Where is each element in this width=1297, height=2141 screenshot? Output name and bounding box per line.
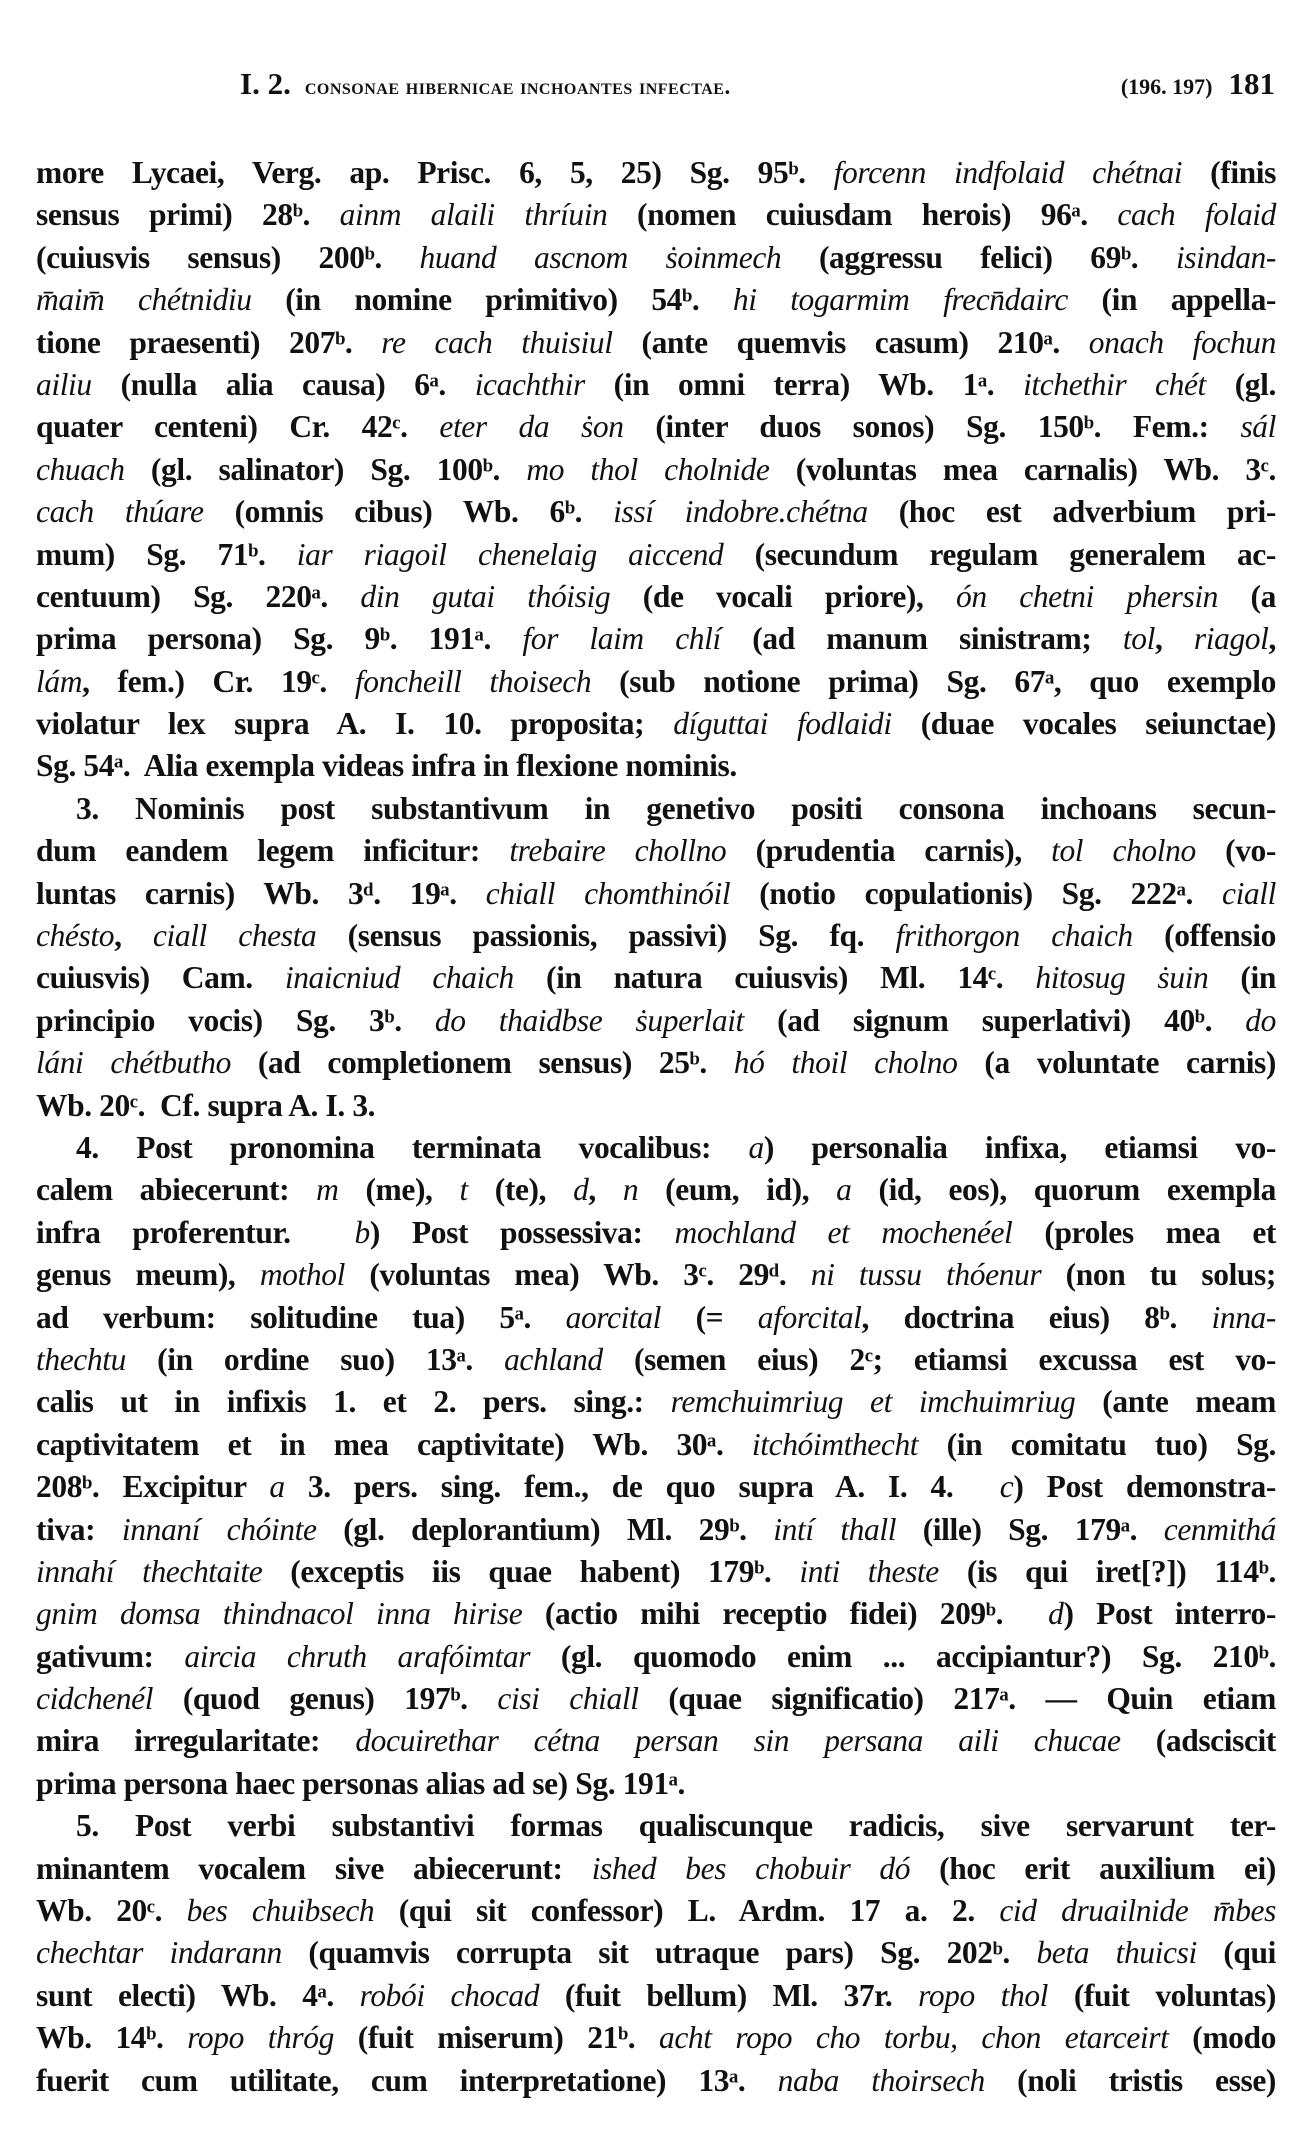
latin-text: cuiusvis) Cam. bbox=[36, 960, 285, 996]
irish-gloss: bes chuibsech bbox=[186, 1893, 375, 1929]
latin-text: (in appella- bbox=[1067, 282, 1277, 318]
latin-text: luntas carnis) Wb. 3ᵈ. 19ᵃ. bbox=[36, 875, 486, 911]
latin-text: (prudentia carnis), bbox=[726, 833, 1052, 869]
irish-gloss: chiall chomthinóil bbox=[485, 875, 731, 911]
latin-text: (semen eius) 2ᶜ; etiamsi excussa est vo- bbox=[602, 1341, 1276, 1377]
irish-gloss: huand ascnom ṡoinmech bbox=[419, 239, 782, 275]
irish-gloss: c bbox=[999, 1469, 1014, 1505]
irish-gloss: ailiu bbox=[36, 366, 92, 402]
irish-gloss: trebaire chollno bbox=[509, 833, 727, 869]
text-line bbox=[36, 1169, 1276, 1211]
latin-text: , bbox=[1268, 621, 1276, 657]
irish-gloss: docuirethar cétna persan sin persana aili chucae bbox=[355, 1723, 1121, 1759]
latin-text: (ante meam bbox=[1075, 1384, 1276, 1420]
latin-text: (voluntas mea carnalis) Wb. 3ᶜ. bbox=[769, 451, 1276, 487]
latin-text: (gl. deplorantium) Ml. 29ᵇ. bbox=[316, 1511, 774, 1547]
latin-text: (nulla alia causa) 6ᵃ. bbox=[91, 366, 475, 402]
irish-gloss: hó thoil cholno bbox=[733, 1045, 958, 1081]
latin-text: , fem.) Cr. 19ᶜ. bbox=[82, 663, 355, 699]
latin-text: mira irregularitate: bbox=[36, 1723, 356, 1759]
latin-text: (te), bbox=[467, 1172, 574, 1208]
latin-text: Wb. 20ᶜ. bbox=[36, 1893, 187, 1929]
latin-text: 208ᵇ. Excipitur bbox=[36, 1469, 270, 1505]
latin-text: (de vocali priore), bbox=[610, 578, 957, 614]
text-line bbox=[36, 873, 1276, 915]
latin-text: (sensus passionis, passivi) Sg. fq. bbox=[316, 918, 896, 954]
latin-text: quater centeni) Cr. 42ᶜ. bbox=[36, 409, 440, 445]
irish-gloss: tol bbox=[1122, 621, 1155, 657]
text-line bbox=[36, 1678, 1276, 1720]
latin-text: 3. Nominis post substantivum in genetivo positi consona inchoans secun- bbox=[76, 790, 1276, 826]
irish-gloss: hi togarmim frecn̄dairc bbox=[732, 282, 1068, 318]
latin-text: (sub notione prima) Sg. 67ᵃ, quo exemplo bbox=[591, 663, 1276, 699]
latin-text: infra proferentur. bbox=[36, 1214, 355, 1250]
irish-gloss: acht ropo cho torbu, chon etarceirt bbox=[658, 2020, 1169, 2056]
irish-gloss: foncheill thoisech bbox=[354, 663, 592, 699]
section-title: consonae hibernicae inchoantes infectae. bbox=[304, 74, 731, 99]
irish-gloss: chésto bbox=[36, 918, 115, 954]
latin-text: (gl. quomodo enim ... accipiantur?) Sg. 210ᵇ. bbox=[530, 1638, 1276, 1674]
irish-gloss: inna- bbox=[1211, 1299, 1276, 1335]
irish-gloss: a bbox=[748, 1129, 764, 1165]
latin-text: (ad manum sinistram; bbox=[720, 621, 1123, 657]
text-line bbox=[36, 618, 1276, 660]
latin-text: (actio mihi receptio fidei) 209ᵇ. bbox=[522, 1596, 1049, 1632]
latin-text: genus meum), bbox=[36, 1257, 260, 1293]
irish-gloss: achland bbox=[504, 1341, 603, 1377]
latin-text: (eum, id), bbox=[638, 1172, 837, 1208]
irish-gloss: ni tussu thóenur bbox=[810, 1257, 1042, 1293]
text-line bbox=[36, 152, 1276, 194]
latin-text: (hoc erit auxilium ei) bbox=[910, 1850, 1277, 1886]
latin-text: (finis bbox=[1182, 155, 1276, 190]
text-line bbox=[36, 1254, 1276, 1296]
latin-text: fuerit cum utilitate, cum interpretatione) 13ᵃ. bbox=[36, 2062, 778, 2098]
text-line bbox=[36, 1763, 1276, 1805]
irish-gloss: ciall chesta bbox=[152, 918, 317, 954]
text-line bbox=[36, 1890, 1276, 1932]
irish-gloss: mothol bbox=[259, 1257, 345, 1293]
text-line bbox=[36, 1975, 1276, 2017]
irish-gloss: ciall bbox=[1222, 875, 1276, 911]
text-line bbox=[36, 703, 1276, 745]
text-line bbox=[36, 406, 1276, 448]
text-line bbox=[36, 1551, 1276, 1593]
latin-text: mum) Sg. 71ᵇ. bbox=[36, 536, 297, 572]
latin-text: ) personalia infixa, etiamsi vo- bbox=[763, 1129, 1276, 1165]
page-body-text bbox=[36, 152, 1276, 2102]
irish-gloss: do bbox=[1245, 1002, 1276, 1038]
irish-gloss: mo thol cholnide bbox=[526, 451, 770, 487]
text-line bbox=[36, 1593, 1276, 1635]
irish-gloss: gnim domsa thindnacol inna hirise bbox=[36, 1596, 523, 1632]
latin-text: (in omni terra) Wb. 1ᵃ. bbox=[584, 366, 1024, 402]
latin-text: (ad completionem sensus) 25ᵇ. bbox=[230, 1045, 734, 1081]
latin-text: , bbox=[114, 918, 153, 954]
irish-gloss: cidchenél bbox=[36, 1681, 154, 1717]
latin-text: (duae vocales seiunctae) bbox=[891, 706, 1276, 742]
latin-text: , doctrina eius) 8ᵇ. bbox=[861, 1299, 1212, 1335]
latin-text: 3. pers. sing. fem., de quo supra A. I. 4. bbox=[284, 1469, 1000, 1505]
irish-gloss: eter da ṡon bbox=[439, 409, 624, 445]
text-line bbox=[36, 449, 1276, 491]
latin-text: (= bbox=[661, 1299, 758, 1335]
text-line bbox=[36, 1127, 1276, 1169]
latin-text: (me), bbox=[338, 1172, 460, 1208]
latin-text: (a bbox=[1218, 578, 1276, 614]
latin-text: dum eandem legem inficitur: bbox=[36, 833, 510, 869]
latin-text: calis ut in infixis 1. et 2. pers. sing.: bbox=[36, 1384, 671, 1420]
latin-text: (omnis cibus) Wb. 6ᵇ. bbox=[203, 494, 614, 530]
irish-gloss: robói chocad bbox=[359, 1977, 540, 2013]
irish-gloss: láni chétbutho bbox=[36, 1045, 231, 1081]
text-line bbox=[36, 534, 1276, 576]
latin-text: (exceptis iis quae habent) 179ᵇ. bbox=[262, 1553, 800, 1589]
latin-text: (voluntas mea) Wb. 3ᶜ. 29ᵈ. bbox=[344, 1257, 811, 1293]
latin-text: (qui bbox=[1196, 1935, 1277, 1971]
irish-gloss: remchuimriug et imchuimriug bbox=[670, 1384, 1076, 1420]
latin-text: (inter duos sonos) Sg. 150ᵇ. Fem.: bbox=[623, 409, 1241, 445]
irish-gloss: aircia chruth arafóimtar bbox=[184, 1638, 531, 1674]
irish-gloss: onach fochun bbox=[1088, 324, 1276, 360]
latin-text: (offensio bbox=[1132, 918, 1276, 954]
text-line bbox=[36, 279, 1276, 321]
latin-text: (in comitatu tuo) Sg. bbox=[918, 1426, 1277, 1462]
irish-gloss: frithorgon chaich bbox=[895, 918, 1133, 954]
irish-gloss: d bbox=[573, 1172, 589, 1208]
latin-text: , bbox=[588, 1172, 623, 1208]
irish-gloss: n bbox=[622, 1172, 639, 1208]
latin-text: (quamvis corrupta sit utraque pars) Sg. 202ᵇ. bbox=[281, 1935, 1037, 1971]
irish-gloss: sál bbox=[1240, 409, 1277, 445]
irish-gloss: riagol bbox=[1193, 621, 1269, 657]
latin-text: ) Post interro- bbox=[1063, 1596, 1276, 1632]
irish-gloss: ainm alaili thríuin bbox=[339, 197, 608, 233]
latin-text: prima persona) Sg. 9ᵇ. 191ᵃ. bbox=[36, 621, 523, 657]
latin-text: more Lycaei, Verg. ap. Prisc. 6, 5, 25) Sg. 95ᵇ. bbox=[36, 155, 834, 190]
latin-text: (quae significatio) 217ᵃ. — Quin etiam bbox=[638, 1681, 1276, 1717]
latin-text: (secundum regulam generalem ac- bbox=[723, 536, 1276, 572]
irish-gloss: isindan- bbox=[1175, 239, 1276, 275]
text-line bbox=[36, 1212, 1276, 1254]
irish-gloss: inti theste bbox=[799, 1553, 939, 1589]
irish-gloss: cenmithá bbox=[1163, 1511, 1277, 1547]
irish-gloss: aforcital bbox=[757, 1299, 862, 1335]
latin-text: calem abiecerunt: bbox=[36, 1172, 317, 1208]
latin-text: (adsciscit bbox=[1120, 1723, 1276, 1759]
latin-text: (qui sit confessor) L. Ardm. 17 a. 2. bbox=[374, 1893, 1000, 1929]
latin-text: sensus primi) 28ᵇ. bbox=[36, 197, 340, 233]
irish-gloss: t bbox=[459, 1172, 468, 1208]
latin-text: (quod genus) 197ᵇ. bbox=[153, 1681, 498, 1717]
latin-text: Wb. 14ᵇ. bbox=[36, 2020, 188, 2056]
irish-gloss: issí indobre.chétna bbox=[613, 494, 868, 530]
text-line bbox=[36, 364, 1276, 406]
text-line bbox=[36, 788, 1276, 830]
text-line bbox=[36, 1720, 1276, 1762]
text-line bbox=[36, 1000, 1276, 1042]
text-line bbox=[36, 1424, 1276, 1466]
irish-gloss: thechtu bbox=[36, 1341, 126, 1377]
irish-gloss: ished bes chobuir dó bbox=[591, 1850, 911, 1886]
latin-text: (cuiusvis sensus) 200ᵇ. bbox=[36, 239, 420, 275]
latin-text: (gl. bbox=[1205, 366, 1276, 402]
latin-text: gativum: bbox=[36, 1638, 185, 1674]
text-line bbox=[36, 915, 1276, 957]
latin-text: (fuit bellum) Ml. 37r. bbox=[539, 1977, 919, 2013]
latin-text: tiva: bbox=[36, 1511, 122, 1547]
latin-text: (fuit miserum) 21ᵇ. bbox=[333, 2020, 659, 2056]
irish-gloss: ropo thol bbox=[918, 1977, 1049, 2013]
paragraph-range: (196. 197) bbox=[1120, 74, 1213, 99]
latin-text: (fuit voluntas) bbox=[1048, 1977, 1276, 2013]
latin-text: (modo bbox=[1168, 2020, 1276, 2056]
irish-gloss: tol cholno bbox=[1051, 833, 1196, 869]
latin-text: (noli tristis esse) bbox=[984, 2062, 1276, 2098]
irish-gloss: for laim chlí bbox=[522, 621, 721, 657]
irish-gloss: ón chetni phersin bbox=[956, 578, 1219, 614]
irish-gloss: innaní chóinte bbox=[121, 1511, 317, 1547]
latin-text: minantem vocalem sive abiecerunt: bbox=[36, 1850, 592, 1886]
text-line bbox=[36, 1848, 1276, 1890]
latin-text: (in ordine suo) 13ᵃ. bbox=[125, 1341, 505, 1377]
latin-text: (proles mea et bbox=[1012, 1214, 1277, 1250]
latin-text: 4. Post pronomina terminata vocalibus: bbox=[76, 1129, 749, 1165]
text-line bbox=[36, 1466, 1276, 1508]
latin-text: ) Post demonstra- bbox=[1013, 1469, 1276, 1505]
irish-gloss: m bbox=[316, 1172, 339, 1208]
text-line bbox=[36, 1509, 1276, 1551]
latin-text: (in natura cuiusvis) Ml. 14ᶜ. bbox=[513, 960, 1036, 996]
latin-text: (in bbox=[1208, 960, 1276, 996]
irish-gloss: forcenn indfolaid chétnai bbox=[833, 155, 1183, 190]
irish-gloss: intí thall bbox=[773, 1511, 897, 1547]
latin-text: principio vocis) Sg. 3ᵇ. bbox=[36, 1002, 435, 1038]
latin-text: (vo- bbox=[1195, 833, 1276, 869]
latin-text: violatur lex supra A. I. 10. proposita; bbox=[36, 706, 674, 742]
text-line bbox=[36, 1636, 1276, 1678]
latin-text: (in nomine primitivo) 54ᵇ. bbox=[251, 282, 733, 318]
irish-gloss: naba thoirsech bbox=[777, 2062, 985, 2098]
irish-gloss: inaicniud chaich bbox=[284, 960, 514, 996]
text-line bbox=[36, 1339, 1276, 1381]
irish-gloss: a bbox=[269, 1469, 285, 1505]
latin-text: (hoc est adverbium pri- bbox=[867, 494, 1276, 530]
irish-gloss: din gutai thóisig bbox=[360, 578, 611, 614]
latin-text: (notio copulationis) Sg. 222ᵃ. bbox=[730, 875, 1222, 911]
irish-gloss: chuach bbox=[36, 451, 125, 487]
latin-text: (ante quemvis casum) 210ᵃ. bbox=[612, 324, 1089, 360]
irish-gloss: cisi chiall bbox=[497, 1681, 639, 1717]
irish-gloss: a bbox=[836, 1172, 852, 1208]
text-line bbox=[36, 322, 1276, 364]
page-number: 181 bbox=[1228, 66, 1275, 101]
irish-gloss: lám bbox=[36, 663, 83, 699]
latin-text: captivitatem et in mea captivitate) Wb. 30ᵃ. bbox=[36, 1426, 752, 1462]
irish-gloss: díguttai fodlaidi bbox=[673, 706, 892, 742]
text-line bbox=[36, 745, 1276, 787]
irish-gloss: cid druailnide m̄bes bbox=[999, 1893, 1276, 1929]
latin-text: (non tu solus; bbox=[1041, 1257, 1276, 1293]
irish-gloss: mochland et mochenéel bbox=[674, 1214, 1013, 1250]
irish-gloss: cach folaid bbox=[1117, 197, 1276, 233]
irish-gloss: cach thúare bbox=[36, 494, 204, 530]
irish-gloss: do thaidbse ṡuperlait bbox=[434, 1002, 744, 1038]
text-line bbox=[36, 661, 1276, 703]
text-line bbox=[36, 1085, 1276, 1127]
text-line bbox=[36, 1932, 1276, 1974]
latin-text: tione praesenti) 207ᵇ. bbox=[36, 324, 382, 360]
irish-gloss: beta thuicsi bbox=[1036, 1935, 1197, 1971]
latin-text: (ad signum superlativi) 40ᵇ. bbox=[743, 1002, 1246, 1038]
irish-gloss: icachthir bbox=[474, 366, 585, 402]
irish-gloss: b bbox=[354, 1214, 370, 1250]
latin-text: Wb. 20ᶜ. Cf. supra A. I. 3. bbox=[36, 1087, 376, 1123]
text-line bbox=[36, 491, 1276, 533]
irish-gloss: chechtar indarann bbox=[36, 1935, 282, 1971]
irish-gloss: innahí thechtaite bbox=[36, 1553, 263, 1589]
section-number: I. 2. bbox=[240, 66, 291, 101]
irish-gloss: re cach thuisiul bbox=[381, 324, 613, 360]
latin-text: (id, eos), quorum exempla bbox=[851, 1172, 1276, 1208]
latin-text: prima persona haec personas alias ad se) Sg. 191ᵃ. bbox=[36, 1765, 685, 1801]
latin-text: centuum) Sg. 220ᵃ. bbox=[36, 578, 361, 614]
irish-gloss: iar riagoil chenelaig aiccend bbox=[296, 536, 724, 572]
latin-text: (nomen cuiusdam herois) 96ᵃ. bbox=[607, 197, 1118, 233]
latin-text: (a voluntate carnis) bbox=[957, 1045, 1276, 1081]
text-line bbox=[36, 957, 1276, 999]
latin-text: 5. Post verbi substantivi formas qualiscunque radicis, sive servarunt ter- bbox=[76, 1808, 1276, 1844]
irish-gloss: d bbox=[1048, 1596, 1064, 1632]
text-line bbox=[36, 1042, 1276, 1084]
latin-text: (gl. salinator) Sg. 100ᵇ. bbox=[124, 451, 527, 487]
text-line bbox=[36, 194, 1276, 236]
running-header bbox=[240, 66, 1275, 112]
text-line bbox=[36, 1297, 1276, 1339]
text-line bbox=[36, 2060, 1276, 2102]
text-line bbox=[36, 2017, 1276, 2059]
irish-gloss: itchóimthecht bbox=[751, 1426, 919, 1462]
latin-text: , bbox=[1154, 621, 1194, 657]
text-line bbox=[36, 1805, 1276, 1847]
irish-gloss: ropo thróg bbox=[187, 2020, 334, 2056]
latin-text: sunt electi) Wb. 4ᵃ. bbox=[36, 1977, 360, 2013]
latin-text: (aggressu felici) 69ᵇ. bbox=[781, 239, 1176, 275]
text-line bbox=[36, 830, 1276, 872]
text-line bbox=[36, 576, 1276, 618]
irish-gloss: itchethir chét bbox=[1023, 366, 1206, 402]
irish-gloss: m̄aim̄ chétnidiu bbox=[36, 282, 252, 318]
irish-gloss: aorcital bbox=[565, 1299, 661, 1335]
text-line bbox=[36, 237, 1276, 279]
latin-text: (ille) Sg. 179ᵃ. bbox=[896, 1511, 1164, 1547]
latin-text: (is qui iret[?]) 114ᵇ. bbox=[938, 1553, 1276, 1589]
text-line bbox=[36, 1381, 1276, 1423]
latin-text: ) Post possessiva: bbox=[369, 1214, 675, 1250]
latin-text: ad verbum: solitudine tua) 5ᵃ. bbox=[36, 1299, 566, 1335]
latin-text: Sg. 54ᵃ. Alia exempla videas infra in flexione nominis. bbox=[36, 748, 737, 784]
irish-gloss: hitosug ṡuin bbox=[1035, 960, 1209, 996]
